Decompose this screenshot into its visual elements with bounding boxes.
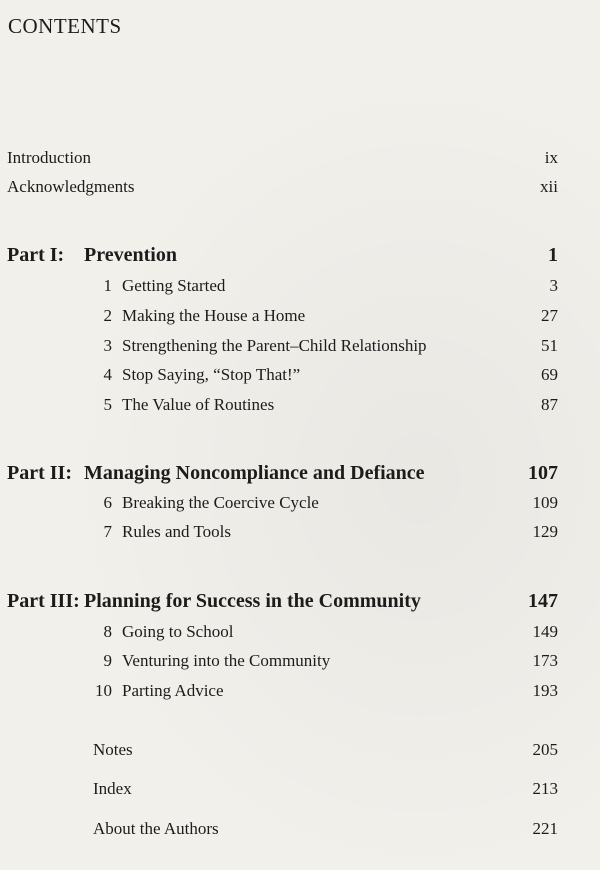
chapter-number: 5: [103, 395, 112, 414]
chapter-title: Going to School: [122, 622, 234, 641]
entry-page-number: 205: [532, 740, 558, 759]
toc-chapter-9[interactable]: [0, 649, 600, 673]
toc-entry-acknowledgments[interactable]: [0, 175, 600, 199]
toc-entry-about-the-authors[interactable]: [0, 817, 600, 841]
chapter-title: Strengthening the Parent–Child Relationship: [122, 336, 427, 355]
toc-part-3[interactable]: [0, 587, 600, 615]
chapter-number: 7: [103, 522, 112, 541]
toc-entry-index[interactable]: [0, 777, 600, 801]
toc-chapter-6[interactable]: [0, 491, 600, 515]
chapter-title: Rules and Tools: [122, 522, 231, 541]
chapter-page-number: 149: [532, 622, 558, 641]
chapter-page-number: 3: [549, 276, 558, 295]
toc-part-2[interactable]: [0, 459, 600, 487]
entry-label: About the Authors: [93, 819, 219, 838]
chapter-page-number: 109: [532, 493, 558, 512]
toc-chapter-4[interactable]: [0, 363, 600, 387]
chapter-page-number: 87: [541, 395, 558, 414]
toc-part-1[interactable]: [0, 241, 600, 269]
part-title: Managing Noncompliance and Defiance: [84, 462, 425, 484]
toc-chapter-3[interactable]: [0, 334, 600, 358]
chapter-title: Getting Started: [122, 276, 226, 295]
entry-page-number: ix: [544, 148, 558, 167]
chapter-number: 6: [103, 493, 112, 512]
toc-chapter-5[interactable]: [0, 393, 600, 417]
part-title: Planning for Success in the Community: [84, 590, 421, 612]
chapter-number: 2: [103, 306, 112, 325]
part-page-number: 107: [528, 462, 558, 484]
entry-label: Notes: [93, 740, 133, 759]
chapter-title: Making the House a Home: [122, 306, 306, 325]
entry-page-number: 213: [532, 779, 558, 798]
chapter-number: 8: [103, 622, 112, 641]
entry-label: Acknowledgments: [7, 177, 135, 196]
entry-page-number: 221: [532, 819, 558, 838]
entry-label: Index: [93, 779, 132, 798]
chapter-title: Breaking the Coercive Cycle: [122, 493, 319, 512]
chapter-page-number: 193: [532, 681, 558, 700]
chapter-number: 1: [103, 276, 112, 295]
part-title: Prevention: [84, 244, 177, 266]
toc-entry-notes[interactable]: [0, 738, 600, 762]
toc-chapter-1[interactable]: [0, 274, 600, 298]
part-label: Part I:: [7, 244, 65, 266]
toc-chapter-8[interactable]: [0, 620, 600, 644]
chapter-page-number: 69: [541, 365, 558, 384]
toc-chapter-2[interactable]: [0, 304, 600, 328]
part-page-number: 1: [548, 244, 558, 266]
chapter-number: 4: [103, 365, 112, 384]
chapter-number: 9: [103, 651, 112, 670]
chapter-title: Venturing into the Community: [122, 651, 331, 670]
entry-label: Introduction: [7, 148, 92, 167]
toc-entry-introduction[interactable]: [0, 146, 600, 170]
part-page-number: 147: [528, 590, 558, 612]
chapter-number: 3: [103, 336, 112, 355]
chapter-number: 10: [95, 681, 112, 700]
chapter-page-number: 173: [532, 651, 558, 670]
part-label: Part III:: [7, 590, 80, 612]
page-title: CONTENTS: [8, 14, 122, 38]
part-label: Part II:: [7, 462, 72, 484]
chapter-page-number: 129: [532, 522, 558, 541]
chapter-title: Parting Advice: [122, 681, 224, 700]
chapter-page-number: 51: [541, 336, 558, 355]
chapter-title: Stop Saying, “Stop That!”: [122, 365, 301, 384]
toc-chapter-10[interactable]: [0, 679, 600, 703]
chapter-page-number: 27: [541, 306, 558, 325]
toc-chapter-7[interactable]: [0, 520, 600, 544]
entry-page-number: xii: [540, 177, 558, 196]
chapter-title: The Value of Routines: [122, 395, 275, 414]
